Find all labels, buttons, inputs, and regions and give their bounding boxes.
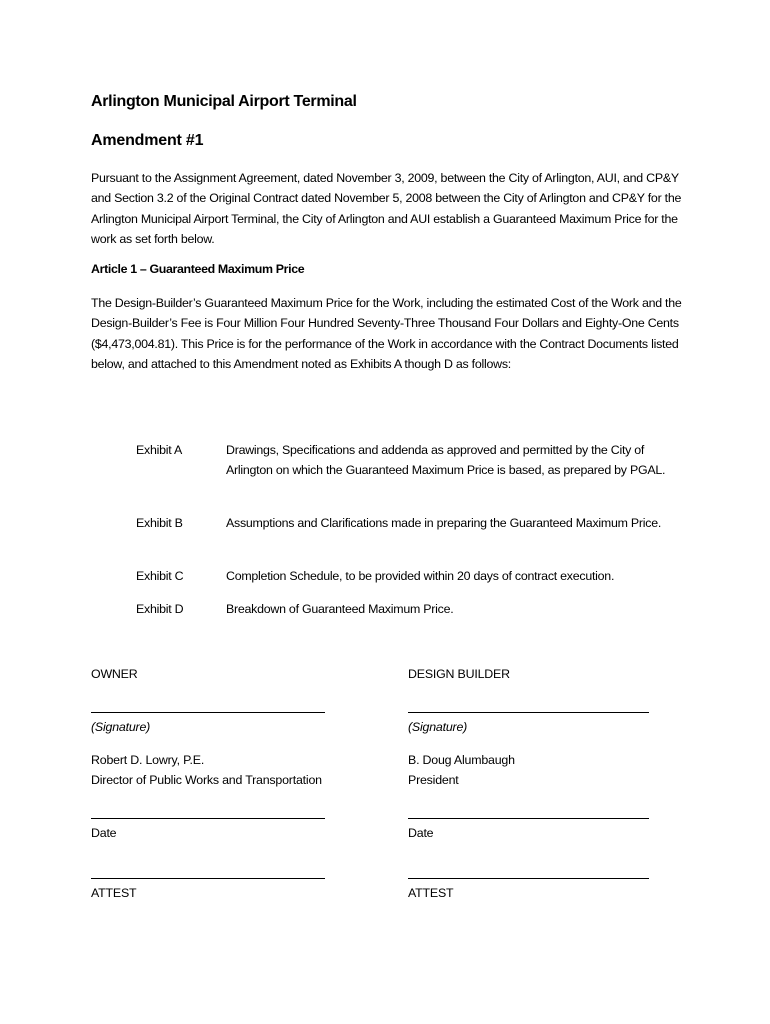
design-builder-name: B. Doug Alumbaugh: [408, 753, 515, 767]
design-builder-date-label: Date: [408, 826, 434, 840]
design-builder-signature-line[interactable]: [408, 712, 649, 713]
exhibit-label: Exhibit C: [136, 569, 184, 583]
exhibit-label: Exhibit A: [136, 443, 182, 457]
article-paragraph: The Design-Builder’s Guaranteed Maximum Price for the Work, including the estimated Cost of the Work and the Design-Builder’s Fee is Four Million Four Hundred Seventy-Three Thousand Four Dollars and Eighty-One Cents ($4,473,004.81). This Price is for the performance of the Work in accordance with the Contract Documents listed below, and attached to this Amendment noted as Exhibits A though D as follows:: [91, 296, 682, 371]
exhibit-description: Assumptions and Clarifications made in preparing the Guaranteed Maximum Price.: [226, 516, 662, 530]
exhibit-label: Exhibit B: [136, 516, 183, 530]
exhibit-description: Drawings, Specifications and addenda as approved and permitted by the City of Arlington on which the Guaranteed Maximum Price is based, as prepared by PGAL.: [226, 443, 666, 478]
owner-signature-label: (Signature): [91, 720, 151, 734]
exhibit-description: Completion Schedule, to be provided within 20 days of contract execution.: [226, 569, 615, 583]
design-builder-title: President: [408, 773, 459, 787]
design-builder-date-line[interactable]: [408, 818, 649, 819]
design-builder-heading: DESIGN BUILDER: [408, 667, 510, 681]
design-builder-attest-label: ATTEST: [408, 886, 454, 900]
design-builder-attest-line[interactable]: [408, 878, 649, 879]
exhibit-label: Exhibit D: [136, 602, 184, 616]
amendment-heading: Amendment #1: [91, 132, 204, 149]
article-heading: Article 1 – Guaranteed Maximum Price: [91, 262, 305, 276]
owner-attest-label: ATTEST: [91, 886, 137, 900]
exhibit-description: Breakdown of Guaranteed Maximum Price.: [226, 602, 454, 616]
owner-name: Robert D. Lowry, P.E.: [91, 753, 205, 767]
owner-attest-line[interactable]: [91, 878, 325, 879]
owner-date-label: Date: [91, 826, 117, 840]
owner-heading: OWNER: [91, 667, 138, 681]
document-title: Arlington Municipal Airport Terminal: [91, 93, 357, 110]
owner-date-line[interactable]: [91, 818, 325, 819]
intro-paragraph: Pursuant to the Assignment Agreement, dated November 3, 2009, between the City of Arlington, AUI, and CP&Y and Section 3.2 of the Original Contract dated November 5, 2008 between the City of Arlington and CP&Y for the Arlington Municipal Airport Terminal, the City of Arlington and AUI establish a Guaranteed Maximum Price for the work as set forth below.: [91, 171, 682, 246]
owner-title: Director of Public Works and Transportation: [91, 773, 322, 787]
design-builder-signature-label: (Signature): [408, 720, 468, 734]
owner-signature-line[interactable]: [91, 712, 325, 713]
